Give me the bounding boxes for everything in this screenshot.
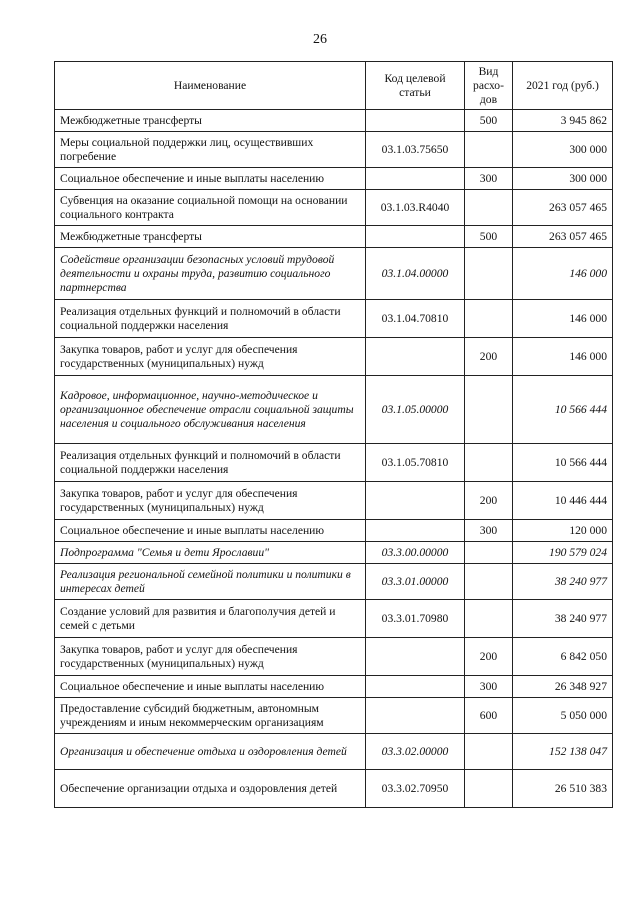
cell-code: 03.1.03.75650 (366, 132, 465, 168)
cell-amount: 146 000 (513, 300, 613, 338)
cell-expense-type (465, 132, 513, 168)
table-row (55, 520, 613, 542)
table-row (55, 600, 613, 638)
cell-amount: 152 138 047 (513, 734, 613, 770)
cell-expense-type (465, 444, 513, 482)
cell-name: Реализация отдельных функций и полномочий в области социальной поддержки населения (55, 444, 366, 482)
cell-name: Социальное обеспечение и иные выплаты населению (55, 520, 366, 542)
table-row (55, 564, 613, 600)
page-number: 26 (313, 32, 327, 47)
cell-amount: 300 000 (513, 132, 613, 168)
table-row (55, 734, 613, 770)
cell-expense-type: 500 (465, 110, 513, 132)
table-row (55, 542, 613, 564)
cell-name: Кадровое, информационное, научно-методическое и организационное обеспечение отрасли социальной защиты населения и социального обслуживания населения (55, 376, 366, 444)
cell-expense-type: 300 (465, 168, 513, 190)
cell-amount: 146 000 (513, 338, 613, 376)
table-row (55, 110, 613, 132)
header-name: Наименование (55, 62, 366, 110)
cell-name: Обеспечение организации отдыха и оздоровления детей (55, 770, 366, 808)
cell-amount: 190 579 024 (513, 542, 613, 564)
cell-code: 03.1.04.70810 (366, 300, 465, 338)
cell-expense-type: 200 (465, 338, 513, 376)
cell-code (366, 338, 465, 376)
table-row (55, 376, 613, 444)
budget-table (54, 61, 613, 808)
cell-expense-type: 300 (465, 520, 513, 542)
table-row (55, 226, 613, 248)
cell-amount: 26 348 927 (513, 676, 613, 698)
cell-name: Закупка товаров, работ и услуг для обеспечения государственных (муниципальных) нужд (55, 482, 366, 520)
cell-name: Субвенция на оказание социальной помощи на основании социального контракта (55, 190, 366, 226)
table-row (55, 190, 613, 226)
cell-amount: 38 240 977 (513, 564, 613, 600)
cell-code: 03.3.00.00000 (366, 542, 465, 564)
cell-code: 03.3.02.00000 (366, 734, 465, 770)
table-row (55, 638, 613, 676)
cell-expense-type (465, 770, 513, 808)
cell-name: Меры социальной поддержки лиц, осуществивших погребение (55, 132, 366, 168)
table-row (55, 676, 613, 698)
cell-amount: 10 566 444 (513, 376, 613, 444)
cell-amount: 6 842 050 (513, 638, 613, 676)
cell-expense-type (465, 564, 513, 600)
table-row (55, 770, 613, 808)
cell-code: 03.1.04.00000 (366, 248, 465, 300)
cell-name: Организация и обеспечение отдыха и оздоровления детей (55, 734, 366, 770)
cell-code (366, 698, 465, 734)
cell-code: 03.1.03.R4040 (366, 190, 465, 226)
cell-code: 03.3.01.70980 (366, 600, 465, 638)
table-header-row (55, 62, 613, 110)
header-amount: 2021 год (руб.) (513, 62, 613, 110)
cell-amount: 10 446 444 (513, 482, 613, 520)
cell-name: Закупка товаров, работ и услуг для обеспечения государственных (муниципальных) нужд (55, 638, 366, 676)
cell-name: Закупка товаров, работ и услуг для обеспечения государственных (муниципальных) нужд (55, 338, 366, 376)
cell-expense-type (465, 600, 513, 638)
cell-name: Содействие организации безопасных условий трудовой деятельности и охраны труда, развитию социального партнерства (55, 248, 366, 300)
table-row (55, 482, 613, 520)
cell-code (366, 226, 465, 248)
cell-amount: 263 057 465 (513, 190, 613, 226)
cell-name: Социальное обеспечение и иные выплаты населению (55, 168, 366, 190)
table-row (55, 300, 613, 338)
cell-amount: 300 000 (513, 168, 613, 190)
cell-name: Создание условий для развития и благополучия детей и семей с детьми (55, 600, 366, 638)
cell-name: Межбюджетные трансферты (55, 226, 366, 248)
header-code: Код целевой статьи (366, 62, 465, 110)
cell-expense-type: 200 (465, 638, 513, 676)
table-row (55, 338, 613, 376)
cell-expense-type (465, 542, 513, 564)
cell-name: Реализация отдельных функций и полномочий в области социальной поддержки населения (55, 300, 366, 338)
header-expense-type: Вид расхо-дов (465, 62, 513, 110)
cell-code (366, 676, 465, 698)
cell-expense-type (465, 734, 513, 770)
cell-name: Предоставление субсидий бюджетным, автономным учреждениям и иным некоммерческим организациям (55, 698, 366, 734)
cell-expense-type: 300 (465, 676, 513, 698)
table-row (55, 444, 613, 482)
cell-code (366, 168, 465, 190)
cell-code (366, 110, 465, 132)
cell-amount: 5 050 000 (513, 698, 613, 734)
cell-expense-type: 500 (465, 226, 513, 248)
table-row (55, 132, 613, 168)
cell-code: 03.1.05.70810 (366, 444, 465, 482)
cell-code (366, 638, 465, 676)
cell-expense-type (465, 248, 513, 300)
cell-amount: 26 510 383 (513, 770, 613, 808)
cell-code: 03.3.01.00000 (366, 564, 465, 600)
cell-name: Реализация региональной семейной политики и политики в интересах детей (55, 564, 366, 600)
cell-name: Социальное обеспечение и иные выплаты населению (55, 676, 366, 698)
cell-name: Межбюджетные трансферты (55, 110, 366, 132)
cell-expense-type: 200 (465, 482, 513, 520)
table-row (55, 168, 613, 190)
cell-expense-type: 600 (465, 698, 513, 734)
cell-code (366, 482, 465, 520)
cell-amount: 120 000 (513, 520, 613, 542)
table-row (55, 698, 613, 734)
table-body (55, 110, 613, 808)
cell-amount: 38 240 977 (513, 600, 613, 638)
cell-amount: 3 945 862 (513, 110, 613, 132)
cell-amount: 146 000 (513, 248, 613, 300)
cell-code (366, 520, 465, 542)
cell-amount: 10 566 444 (513, 444, 613, 482)
cell-code: 03.3.02.70950 (366, 770, 465, 808)
cell-amount: 263 057 465 (513, 226, 613, 248)
cell-expense-type (465, 190, 513, 226)
cell-code: 03.1.05.00000 (366, 376, 465, 444)
cell-name: Подпрограмма "Семья и дети Ярославии" (55, 542, 366, 564)
cell-expense-type (465, 300, 513, 338)
cell-expense-type (465, 376, 513, 444)
table-row (55, 248, 613, 300)
